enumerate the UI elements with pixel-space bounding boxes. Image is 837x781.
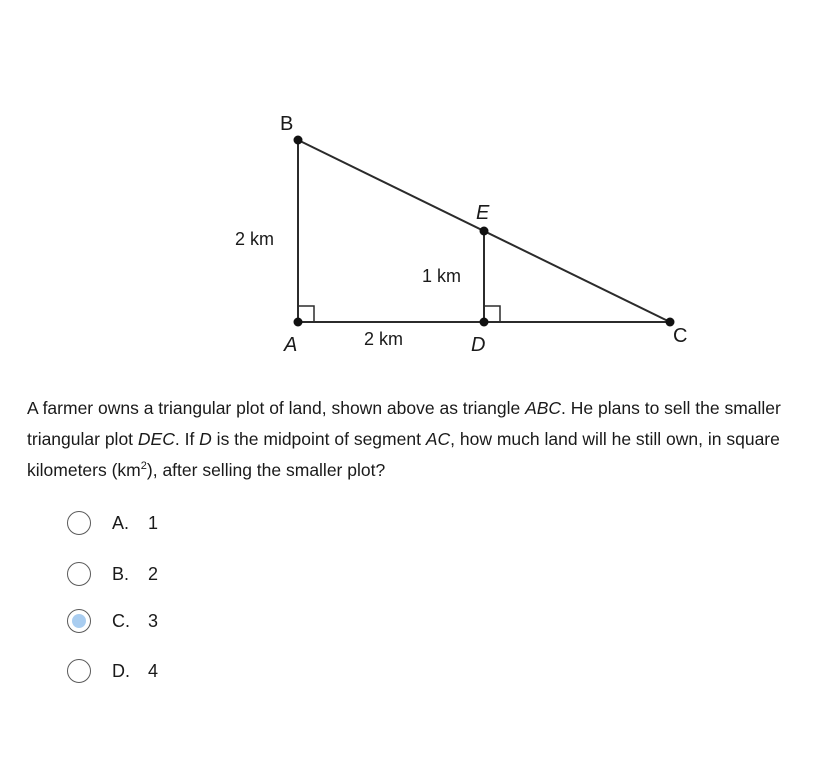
choice-letter: D. bbox=[112, 660, 130, 681]
label-b: B bbox=[280, 113, 294, 135]
choice-d[interactable] bbox=[67, 656, 158, 686]
choice-letter: A. bbox=[112, 512, 130, 533]
choice-value: 4 bbox=[148, 660, 159, 681]
measure-ad: 2 km bbox=[364, 329, 404, 349]
triangle-dec: DEC bbox=[137, 429, 175, 449]
triangle-diagram bbox=[0, 0, 837, 380]
label-c: C bbox=[673, 325, 688, 347]
radio-button[interactable] bbox=[67, 659, 91, 683]
radio-button[interactable] bbox=[67, 609, 91, 633]
choice-b[interactable] bbox=[67, 559, 158, 589]
label-e: E bbox=[476, 202, 490, 224]
choice-value: 3 bbox=[148, 610, 159, 631]
question-text: A farmer owns a triangular plot of land, shown above as triangle ABC. He plans to sell the smaller triangular plot DEC. If D is the midpoint of segment AC, how much land will he still own, in square kilometers $(km^2)$, after selling the smaller plot? bbox=[27, 398, 781, 480]
choice-a[interactable] bbox=[67, 508, 158, 538]
triangle-abc: ABC bbox=[525, 398, 562, 418]
measure-ab: 2 km bbox=[235, 229, 275, 249]
label-a: A bbox=[284, 334, 298, 356]
choice-c[interactable] bbox=[67, 606, 158, 636]
segment-ac-ref: AC bbox=[425, 429, 451, 449]
vertex-a bbox=[294, 318, 303, 327]
measure-de: 1 km bbox=[422, 266, 462, 286]
vertex-b bbox=[294, 136, 303, 145]
choice-letter: C. bbox=[112, 610, 130, 631]
choice-letter: B. bbox=[112, 563, 130, 584]
choice-value: 2 bbox=[148, 563, 159, 584]
radio-selected-dot bbox=[72, 614, 86, 628]
point-d: D bbox=[199, 429, 212, 449]
vertex-d bbox=[480, 318, 489, 327]
superscript-2: 2 bbox=[140, 460, 147, 473]
radio-button[interactable] bbox=[67, 562, 91, 586]
choice-value: 1 bbox=[148, 512, 159, 533]
vertex-e bbox=[480, 227, 489, 236]
radio-button[interactable] bbox=[67, 511, 91, 535]
label-d: D bbox=[471, 334, 486, 356]
